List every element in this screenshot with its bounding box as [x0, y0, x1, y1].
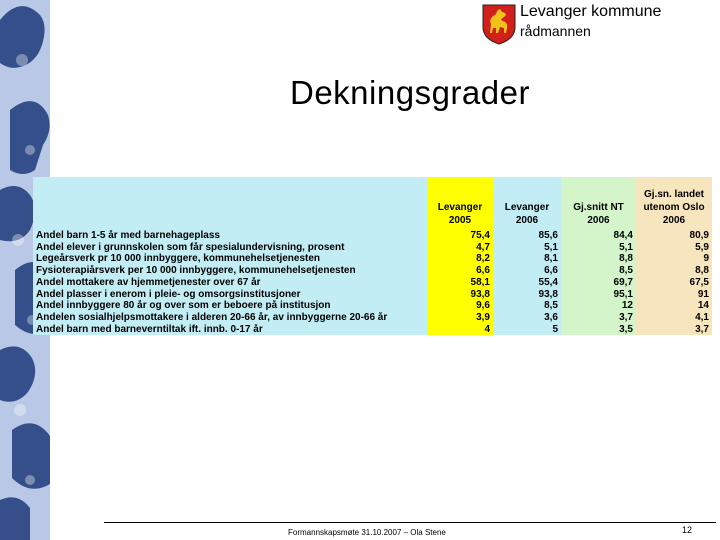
row-label: Andel barn med barneverntiltak ift. innb. 0-17 år: [36, 323, 263, 335]
table-row: [33, 289, 712, 301]
row-label-cell: [33, 242, 427, 254]
value-gjsnitt-nt-2006: 95,1: [561, 289, 636, 301]
table-row: [33, 265, 712, 277]
value-gjsnitt-nt-2006: 8,8: [561, 253, 636, 265]
horse-coat-of-arms-icon: [481, 3, 517, 45]
row-label-cell: [33, 289, 427, 301]
value-levanger-2005: 6,6: [427, 265, 493, 277]
value-landet-2006: 9: [636, 253, 712, 265]
footer-text: Formannskapsmøte 31.10.2007 – Ola Stene: [288, 528, 446, 537]
header-line: Gj.snitt NT: [573, 202, 624, 213]
organization-subtitle: rådmannen: [520, 23, 591, 39]
value-landet-2006: 91: [636, 289, 712, 301]
table-row: [33, 277, 712, 289]
value-levanger-2006: 8,1: [493, 253, 561, 265]
header-line: Gj.sn. landet: [643, 189, 704, 200]
header-line: 2005: [448, 215, 472, 226]
value-levanger-2005: 8,2: [427, 253, 493, 265]
row-label: Andel plasser i enerom i pleie- og omsorgsinstitusjoner: [36, 288, 301, 300]
table-body: [33, 230, 712, 335]
value-landet-2006: 4,1: [636, 312, 712, 324]
value-gjsnitt-nt-2006: 12: [561, 300, 636, 312]
row-label-cell: [33, 230, 427, 242]
value-gjsnitt-nt-2006: 3,7: [561, 312, 636, 324]
header-line: 2006: [515, 215, 539, 226]
table-header-row: [33, 177, 712, 230]
header-line: Levanger: [437, 202, 483, 213]
value-landet-2006: 67,5: [636, 277, 712, 289]
value-levanger-2006: 5: [493, 324, 561, 336]
value-landet-2006: 80,9: [636, 230, 712, 242]
value-levanger-2005: 93,8: [427, 289, 493, 301]
row-label-cell: [33, 265, 427, 277]
row-label: Fysioterapiårsverk per 10 000 innbyggere, kommunehelsetjenesten: [36, 265, 356, 277]
header-levanger-2005: [427, 177, 493, 230]
value-gjsnitt-nt-2006: 84,4: [561, 230, 636, 242]
header-gjsnitt-nt-2006: [561, 177, 636, 230]
table-row: [33, 242, 712, 254]
slide-title: Dekningsgrader: [290, 74, 530, 111]
header-line: 2006: [662, 215, 686, 226]
table-row: [33, 300, 712, 312]
header-line: 2006: [587, 215, 610, 226]
value-levanger-2006: 8,5: [493, 300, 561, 312]
value-levanger-2006: 93,8: [493, 289, 561, 301]
table-row: [33, 230, 712, 242]
row-label: Andel barn 1-5 år med barnehageplass: [36, 230, 220, 241]
value-gjsnitt-nt-2006: 8,5: [561, 265, 636, 277]
row-label: Andel innbyggere 80 år og over som er beboere på institusjon: [36, 300, 331, 312]
value-gjsnitt-nt-2006: 69,7: [561, 277, 636, 289]
header-line: Levanger: [504, 202, 550, 213]
header-label-cell: [33, 177, 427, 230]
value-levanger-2005: 58,1: [427, 277, 493, 289]
value-levanger-2005: 4: [427, 324, 493, 336]
row-label: Andel mottakere av hjemmetjenester over 67 år: [36, 276, 261, 288]
row-label: Legeårsverk pr 10 000 innbyggere, kommunehelsetjenesten: [36, 253, 321, 265]
header-landet-2006: [636, 177, 712, 230]
value-landet-2006: 14: [636, 300, 712, 312]
row-label-cell: [33, 300, 427, 312]
value-levanger-2006: 3,6: [493, 312, 561, 324]
row-label-cell: [33, 253, 427, 265]
header-levanger-2006: [493, 177, 561, 230]
page-number: 12: [682, 525, 693, 535]
organization-name: Levanger kommune: [520, 3, 662, 20]
table-row: [33, 253, 712, 265]
row-label-cell: [33, 312, 427, 324]
value-levanger-2006: 85,6: [493, 230, 561, 242]
value-landet-2006: 5,9: [636, 242, 712, 254]
value-levanger-2005: 9,6: [427, 300, 493, 312]
row-label: Andel elever i grunnskolen som får spesialundervisning, prosent: [36, 241, 345, 253]
row-label: Andelen sosialhjelpsmottakere i alderen 20-66 år, av innbyggerne 20-66 år: [36, 311, 388, 323]
value-levanger-2005: 75,4: [427, 230, 493, 242]
value-levanger-2006: 5,1: [493, 242, 561, 254]
table-row: [33, 312, 712, 324]
coverage-table: [33, 177, 712, 335]
value-landet-2006: 3,7: [636, 324, 712, 336]
value-landet-2006: 8,8: [636, 265, 712, 277]
table-row: [33, 324, 712, 336]
header-line: utenom Oslo: [643, 202, 705, 213]
value-levanger-2006: 55,4: [493, 277, 561, 289]
row-label-cell: [33, 324, 427, 336]
footer-divider: [104, 522, 716, 523]
value-levanger-2006: 6,6: [493, 265, 561, 277]
value-levanger-2005: 4,7: [427, 242, 493, 254]
value-gjsnitt-nt-2006: 3,5: [561, 324, 636, 336]
row-label-cell: [33, 277, 427, 289]
value-levanger-2005: 3,9: [427, 312, 493, 324]
value-gjsnitt-nt-2006: 5,1: [561, 242, 636, 254]
